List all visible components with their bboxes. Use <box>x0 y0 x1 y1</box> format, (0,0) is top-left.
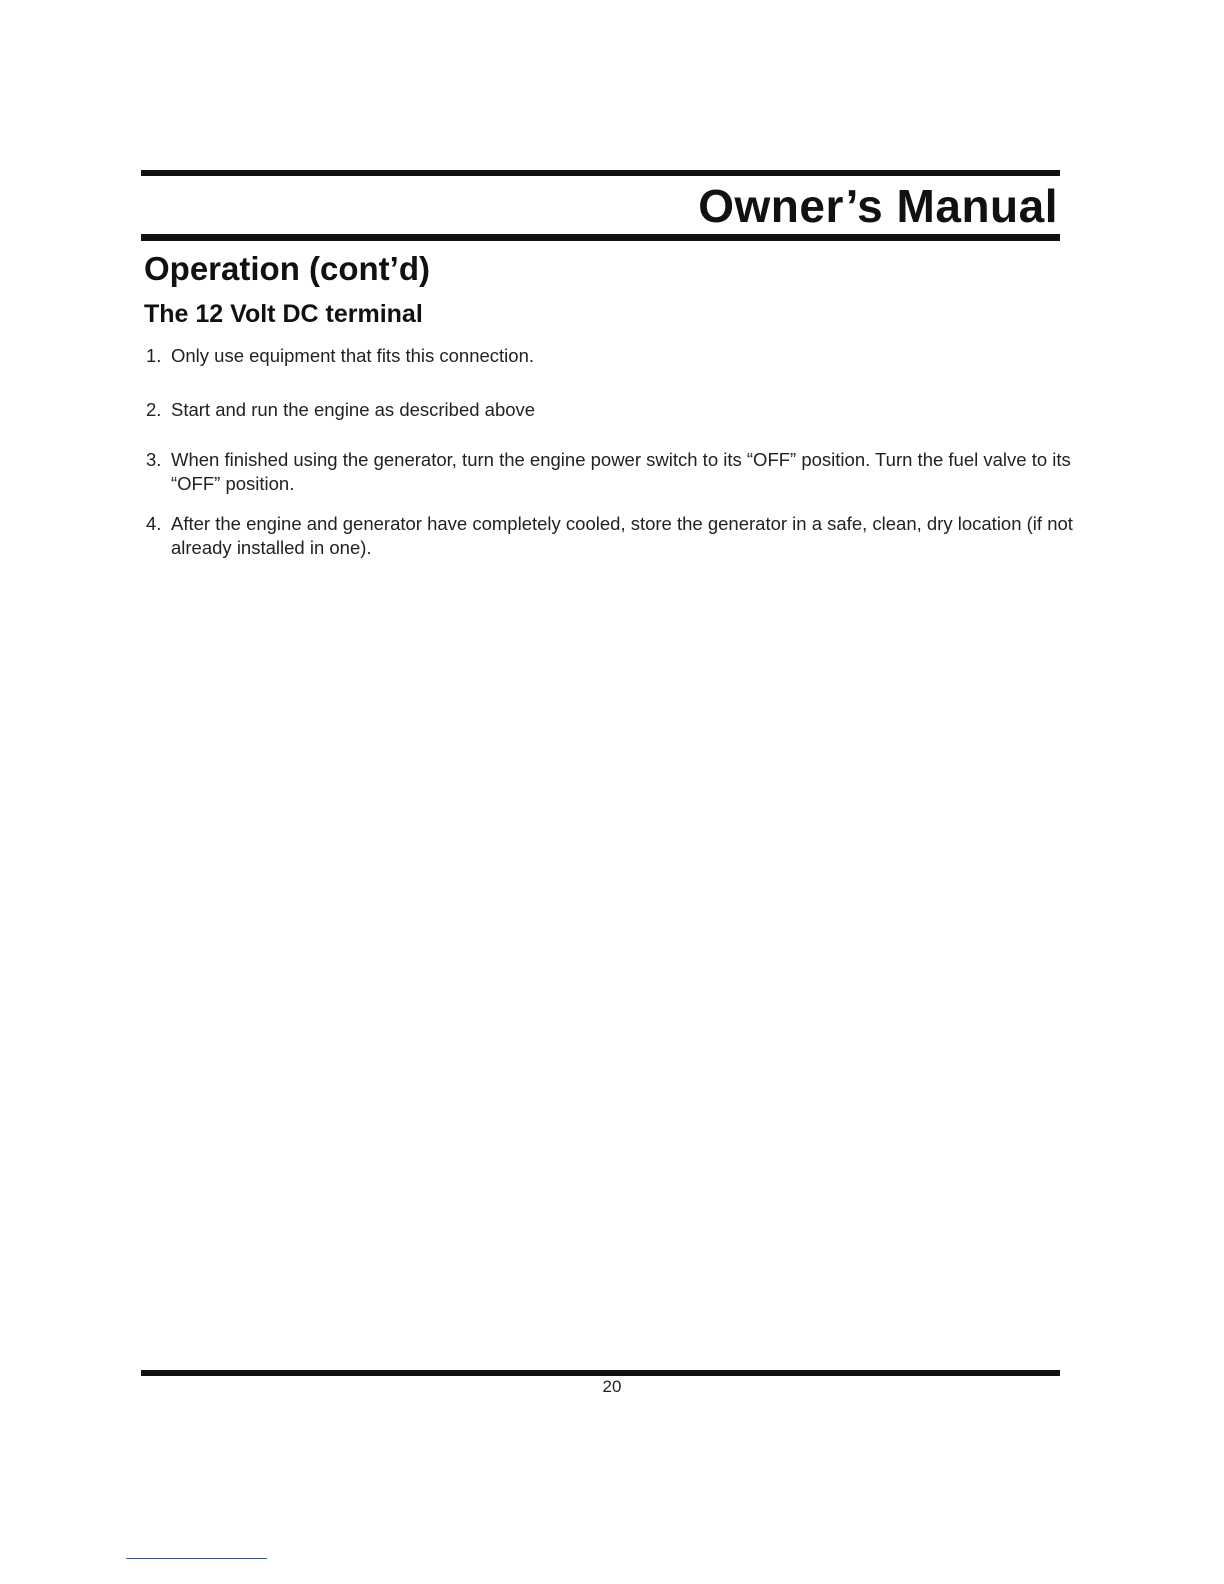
step-number: 4. <box>146 513 162 534</box>
header-bottom-rule <box>141 234 1060 241</box>
step-number: 1. <box>146 345 162 366</box>
manual-title: Owner’s Manual <box>698 180 1058 232</box>
steps-list <box>146 344 1076 560</box>
step-text: When finished using the generator, turn the engine power switch to its “OFF” position. Turn the fuel valve to its “OFF” position. <box>171 449 1071 494</box>
footer-link-underline <box>126 1558 267 1559</box>
step-number: 3. <box>146 449 162 470</box>
step-number: 2. <box>146 399 162 420</box>
list-item <box>146 512 1076 560</box>
subsection-heading: The 12 Volt DC terminal <box>144 300 423 328</box>
step-text: After the engine and generator have completely cooled, store the generator in a safe, clean, dry location (if not already installed in one). <box>171 513 1073 558</box>
list-item <box>146 344 1076 368</box>
step-text: Only use equipment that fits this connection. <box>171 345 535 366</box>
step-text: Start and run the engine as described above <box>171 399 536 420</box>
page-number: 20 <box>602 1377 622 1396</box>
list-item <box>146 448 1076 496</box>
section-heading: Operation (cont’d) <box>144 250 430 287</box>
list-item <box>146 398 1076 422</box>
header-top-rule <box>141 170 1060 176</box>
